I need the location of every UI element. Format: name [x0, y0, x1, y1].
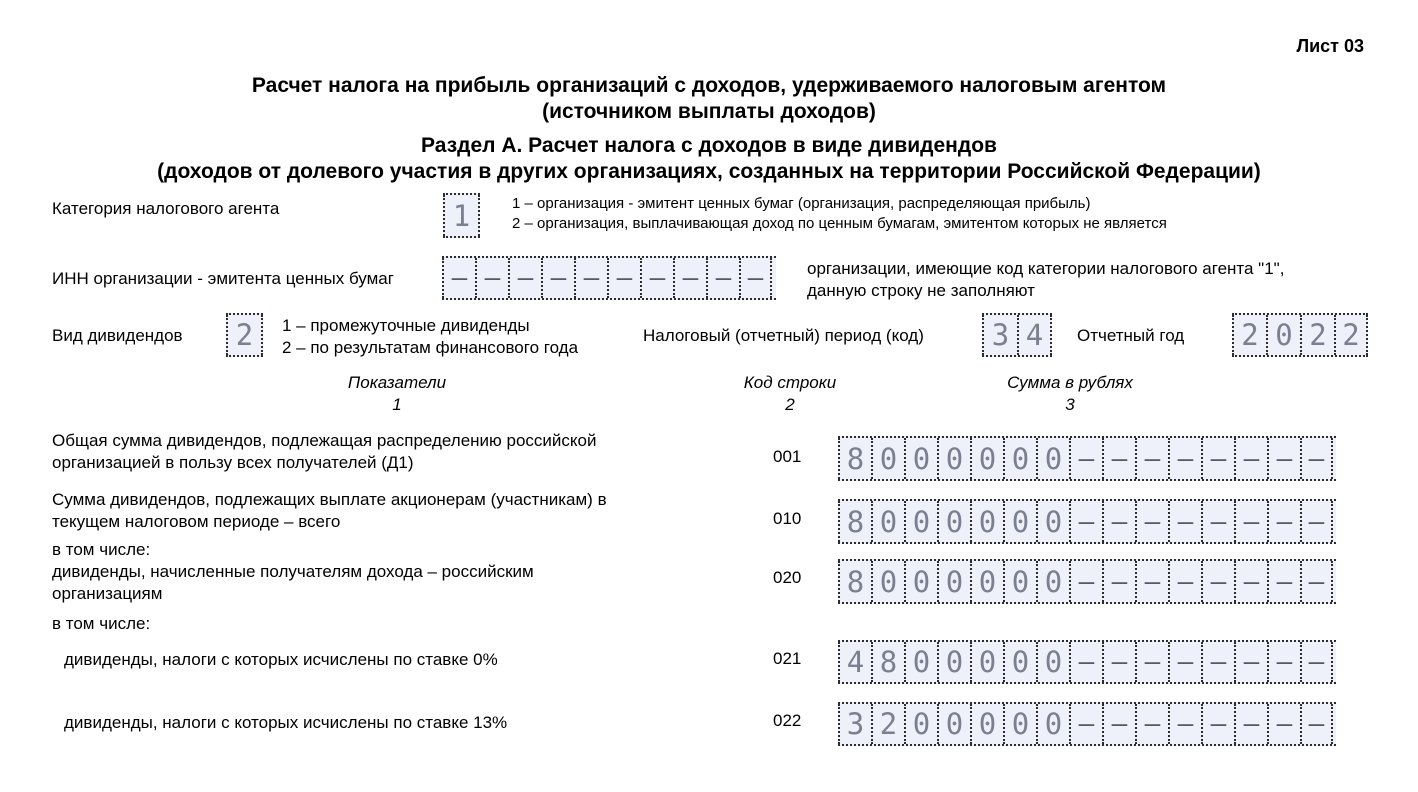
period-field[interactable] [982, 313, 1052, 357]
field-cell[interactable]: – [1300, 438, 1333, 479]
field-cell[interactable]: – [1168, 438, 1201, 479]
inn-note-2: данную строку не заполняют [807, 281, 1035, 300]
field-cell[interactable]: 3 [982, 315, 1017, 355]
field-cell[interactable]: 0 [1036, 561, 1069, 602]
period-label: Налоговый (отчетный) период (код) [643, 326, 924, 345]
field-cell[interactable]: – [1201, 501, 1234, 542]
dividend-type-field[interactable] [226, 313, 263, 357]
field-cell[interactable]: 0 [937, 704, 970, 744]
field-cell[interactable]: – [1267, 501, 1300, 542]
field-cell[interactable]: – [475, 258, 508, 298]
field-cell[interactable]: – [1135, 704, 1168, 744]
field-cell[interactable]: – [541, 258, 574, 298]
column-number-3: 3 [1065, 395, 1075, 414]
field-cell[interactable]: 8 [838, 501, 871, 542]
field-cell[interactable]: 0 [1266, 315, 1300, 355]
field-cell[interactable]: 8 [838, 561, 871, 602]
sheet-label: Лист 03 [1296, 36, 1364, 56]
field-cell[interactable]: – [1135, 501, 1168, 542]
field-cell[interactable]: 0 [1036, 501, 1069, 542]
field-cell[interactable]: – [1234, 438, 1267, 479]
field-cell[interactable]: – [1069, 704, 1102, 744]
field-cell[interactable]: – [1102, 561, 1135, 602]
field-cell[interactable]: – [1168, 501, 1201, 542]
year-field[interactable] [1232, 313, 1368, 357]
field-cell[interactable]: 8 [871, 642, 904, 682]
row-022-code: 022 [773, 711, 802, 730]
row-020-label-2: организациям [52, 584, 163, 603]
field-cell[interactable]: – [1135, 642, 1168, 682]
field-cell[interactable]: 0 [970, 704, 1003, 744]
row-010-label-1: Сумма дивидендов, подлежащих выплате акционерам (участникам) в [52, 490, 607, 509]
column-header-indicators: Показатели [347, 373, 447, 392]
field-cell[interactable]: 0 [1003, 704, 1036, 744]
field-cell[interactable]: 0 [1036, 438, 1069, 479]
row-020-code: 020 [773, 568, 802, 587]
field-cell[interactable]: – [1234, 642, 1267, 682]
field-cell[interactable]: 2 [1334, 315, 1368, 355]
field-cell[interactable]: – [1168, 704, 1201, 744]
field-cell[interactable]: – [1135, 561, 1168, 602]
column-header-sum: Сумма в рублях [1007, 373, 1133, 392]
field-cell[interactable]: – [1102, 438, 1135, 479]
section-title-line-2: (доходов от долевого участия в других организациях, созданных на территории Российской Федерации) [157, 160, 1261, 183]
field-cell[interactable]: 0 [937, 642, 970, 682]
field-cell[interactable]: – [1234, 501, 1267, 542]
field-cell[interactable]: 0 [904, 438, 937, 479]
row-021-code: 021 [773, 649, 802, 668]
field-cell[interactable]: 2 [1300, 315, 1334, 355]
field-cell[interactable]: 0 [904, 642, 937, 682]
field-cell[interactable]: 0 [970, 501, 1003, 542]
field-cell[interactable]: – [1069, 561, 1102, 602]
dividend-type-hint-2: 2 – по результатам финансового года [282, 338, 579, 357]
field-cell[interactable]: – [1201, 438, 1234, 479]
field-cell[interactable]: 8 [838, 438, 871, 479]
field-cell[interactable]: 4 [1017, 315, 1052, 355]
inn-field[interactable] [442, 256, 776, 300]
field-cell[interactable]: – [1300, 642, 1333, 682]
column-number-2: 2 [785, 395, 795, 414]
field-cell[interactable]: – [673, 258, 706, 298]
field-cell[interactable]: – [1069, 438, 1102, 479]
field-cell[interactable]: – [1069, 642, 1102, 682]
field-cell[interactable]: – [1267, 438, 1300, 479]
field-cell[interactable]: – [1300, 561, 1333, 602]
row-021-sum-field[interactable] [838, 640, 1336, 684]
field-cell[interactable]: – [1168, 561, 1201, 602]
row-020-prefix: в том числе: [52, 540, 151, 559]
field-cell[interactable]: – [1102, 704, 1135, 744]
field-cell[interactable]: – [706, 258, 739, 298]
field-cell[interactable]: 0 [970, 438, 1003, 479]
field-cell[interactable]: – [1069, 501, 1102, 542]
field-cell[interactable]: – [1201, 561, 1234, 602]
row-001-code: 001 [773, 447, 802, 466]
form-title-line-2: (источником выплаты доходов) [542, 100, 876, 123]
dividend-type-label: Вид дивидендов [52, 326, 183, 345]
field-cell[interactable]: – [574, 258, 607, 298]
agent-category-hint-2: 2 – организация, выплачивающая доход по ценным бумагам, эмитентом которых не является [512, 215, 1167, 232]
field-cell[interactable]: – [640, 258, 673, 298]
column-header-line-code: Код строки [743, 373, 837, 392]
field-cell[interactable]: 0 [937, 438, 970, 479]
field-cell[interactable]: 0 [904, 704, 937, 744]
field-cell[interactable]: – [1201, 704, 1234, 744]
row-021-prefix: в том числе: [52, 614, 151, 633]
field-cell[interactable]: 0 [871, 438, 904, 479]
field-cell[interactable]: – [1267, 704, 1300, 744]
field-cell[interactable]: 0 [1003, 642, 1036, 682]
field-cell[interactable]: 2 [226, 315, 263, 355]
field-cell[interactable]: 0 [937, 561, 970, 602]
field-cell[interactable]: 0 [904, 561, 937, 602]
field-cell[interactable]: – [1234, 704, 1267, 744]
row-001-label-2: организацией в пользу всех получателей (Д1) [52, 453, 414, 472]
row-021-label-1: дивиденды, налоги с которых исчислены по ставке 0% [64, 650, 498, 669]
field-cell[interactable]: – [739, 258, 772, 298]
agent-category-field[interactable] [443, 193, 480, 238]
field-cell[interactable]: 0 [904, 501, 937, 542]
field-cell[interactable]: – [1267, 642, 1300, 682]
field-cell[interactable]: – [508, 258, 541, 298]
field-cell[interactable]: – [1201, 642, 1234, 682]
field-cell[interactable]: 3 [838, 704, 871, 744]
field-cell[interactable]: 0 [871, 561, 904, 602]
dividend-type-hint-1: 1 – промежуточные дивиденды [282, 316, 530, 335]
field-cell[interactable]: 0 [1003, 438, 1036, 479]
column-number-1: 1 [392, 395, 402, 414]
field-cell[interactable]: 2 [871, 704, 904, 744]
agent-category-label: Категория налогового агента [52, 199, 280, 218]
field-cell[interactable]: – [1267, 561, 1300, 602]
field-cell[interactable]: 2 [1232, 315, 1266, 355]
field-cell[interactable]: 0 [970, 642, 1003, 682]
field-cell[interactable]: 0 [1036, 642, 1069, 682]
row-020-sum-field[interactable] [838, 559, 1336, 604]
row-001-label-1: Общая сумма дивидендов, подлежащая распределению российской [52, 431, 597, 450]
row-010-code: 010 [773, 509, 802, 528]
field-cell[interactable]: 0 [1003, 501, 1036, 542]
field-cell[interactable]: 0 [1036, 704, 1069, 744]
field-cell[interactable]: 4 [838, 642, 871, 682]
year-label: Отчетный год [1077, 326, 1185, 345]
inn-note-1: организации, имеющие код категории налогового агента "1", [807, 259, 1285, 278]
row-022-label-1: дивиденды, налоги с которых исчислены по ставке 13% [64, 713, 508, 732]
form-title-line-1: Расчет налога на прибыль организаций с доходов, удерживаемого налоговым агентом [251, 74, 1167, 97]
field-cell[interactable]: – [442, 258, 475, 298]
agent-category-hint-1: 1 – организация - эмитент ценных бумаг (организация, распределяющая прибыль) [512, 195, 1091, 212]
field-cell[interactable]: 0 [937, 501, 970, 542]
row-022-sum-field[interactable] [838, 702, 1336, 746]
field-cell[interactable]: – [1102, 642, 1135, 682]
row-010-sum-field[interactable] [838, 499, 1336, 544]
row-020-label-1: дивиденды, начисленные получателям дохода – российским [52, 562, 534, 581]
row-010-label-2: текущем налоговом периоде – всего [52, 512, 341, 531]
field-cell[interactable]: – [1234, 561, 1267, 602]
field-cell[interactable]: 1 [443, 195, 480, 236]
field-cell[interactable]: – [1168, 642, 1201, 682]
field-cell[interactable]: 0 [970, 561, 1003, 602]
field-cell[interactable]: – [1300, 704, 1333, 744]
inn-label: ИНН организации - эмитента ценных бумаг [52, 269, 394, 288]
field-cell[interactable]: – [1135, 438, 1168, 479]
field-cell[interactable]: – [607, 258, 640, 298]
section-title-line-1: Раздел А. Расчет налога с доходов в виде дивидендов [421, 134, 997, 157]
field-cell[interactable]: – [1102, 501, 1135, 542]
field-cell[interactable]: 0 [1003, 561, 1036, 602]
row-001-sum-field[interactable] [838, 436, 1336, 481]
field-cell[interactable]: 0 [871, 501, 904, 542]
field-cell[interactable]: – [1300, 501, 1333, 542]
